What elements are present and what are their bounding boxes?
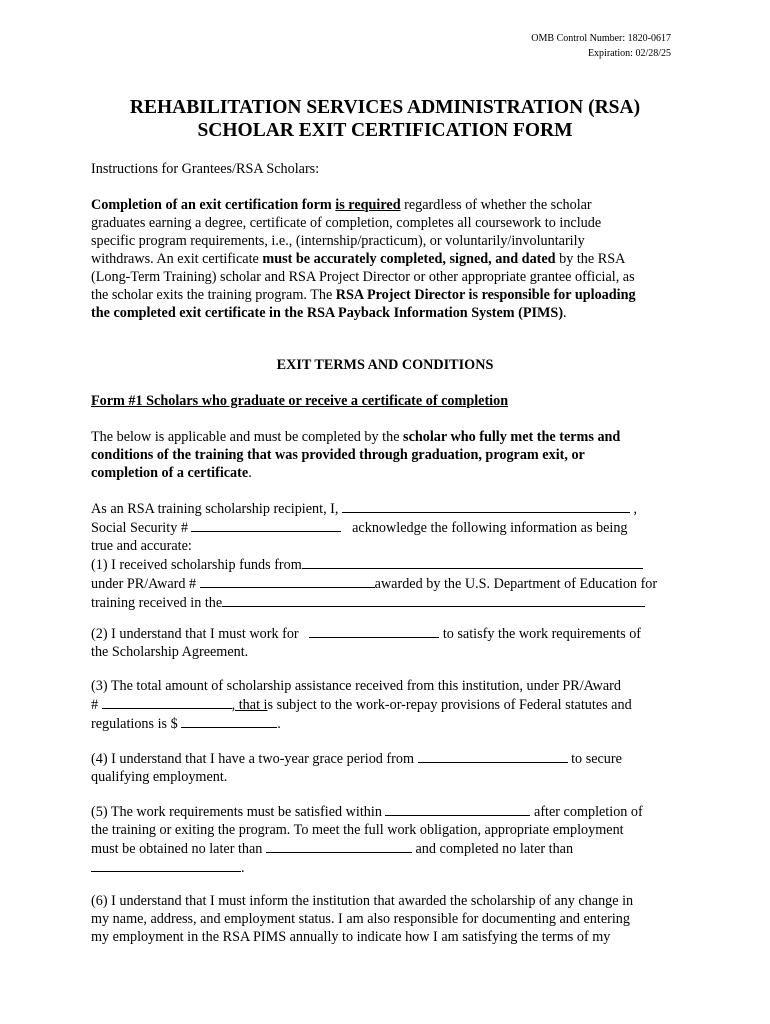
form-1-heading: Form #1 Scholars who graduate or receive a certificate of completion — [91, 393, 509, 409]
training-program-field[interactable] — [222, 593, 645, 607]
exit-terms-heading: EXIT TERMS AND CONDITIONS — [276, 357, 494, 373]
pr-award-number-field[interactable] — [200, 574, 375, 588]
item-3: (3) The total amount of scholarship assistance received from this institution, under PR/Award # , that is subject to the work-or-repay provisions of Federal statutes and regulations is $ . — [91, 678, 632, 732]
item-5: (5) The work requirements must be satisfied within after completion of the training or exiting the program. To meet the full work obligation, appropriate employment must be obtained no later than and completed no later than . — [91, 804, 643, 876]
grace-period-start-field[interactable] — [418, 749, 568, 763]
ssn-field[interactable] — [191, 518, 341, 532]
title-line-2: SCHOLAR EXIT CERTIFICATION FORM — [197, 120, 573, 141]
instructions-paragraph: Completion of an exit certification form is required regardless of whether the scholar graduates earning a degree, certificate of completion, completes all coursework to include specific program requirements, i.e., (internship/practicum), or voluntarily/involuntarily withdraws. An exit certificate must be accurately completed, signed, and dated by the RSA (Long-Term Training) scholar and RSA Project Director or other appropriate grantee official, as the scholar exits the training program. The RSA Project Director is responsible for uploading the completed exit certificate in the RSA Payback Information System (PIMS). — [91, 197, 636, 321]
work-period-field[interactable] — [385, 802, 530, 816]
form-1-intro: The below is applicable and must be completed by the scholar who fully met the terms and conditions of the training that was provided through graduation, program exit, or completion of a certificate. — [91, 429, 621, 481]
item-4: (4) I understand that I have a two-year grace period from to secure qualifying employment. — [91, 751, 622, 785]
employment-completed-by-field[interactable] — [91, 858, 241, 872]
employment-obtained-by-field[interactable] — [266, 839, 412, 853]
omb-header — [531, 31, 671, 61]
expiration-date: Expiration: 02/28/25 — [587, 48, 671, 59]
statement-block: As an RSA training scholarship recipient, I, , Social Security # acknowledge the following information as being true and accurate: (1) I received scholarship funds from under PR/Award # awarded by the U.S. Department of Education for training received in the — [91, 501, 658, 611]
scholarship-amount-field[interactable] — [181, 714, 277, 728]
recipient-name-field[interactable] — [342, 499, 630, 513]
instructions-heading: Instructions for Grantees/RSA Scholars: — [91, 161, 320, 177]
form-title — [0, 96, 770, 142]
title-line-1: REHABILITATION SERVICES ADMINISTRATION (RSA) — [129, 97, 641, 118]
item3-award-number-field[interactable] — [102, 695, 232, 709]
omb-control-number: OMB Control Number: 1820-0617 — [531, 33, 671, 44]
item-6: (6) I understand that I must inform the institution that awarded the scholarship of any change in my name, address, and employment status. I am also responsible for documenting and entering my employment in the RSA PIMS annually to indicate how I am satisfying the terms of my — [91, 893, 634, 945]
work-employer-field[interactable] — [309, 624, 439, 638]
item-2: (2) I understand that I must work for to satisfy the work requirements of the Scholarship Agreement. — [91, 626, 642, 660]
institution-name-field[interactable] — [302, 555, 643, 569]
